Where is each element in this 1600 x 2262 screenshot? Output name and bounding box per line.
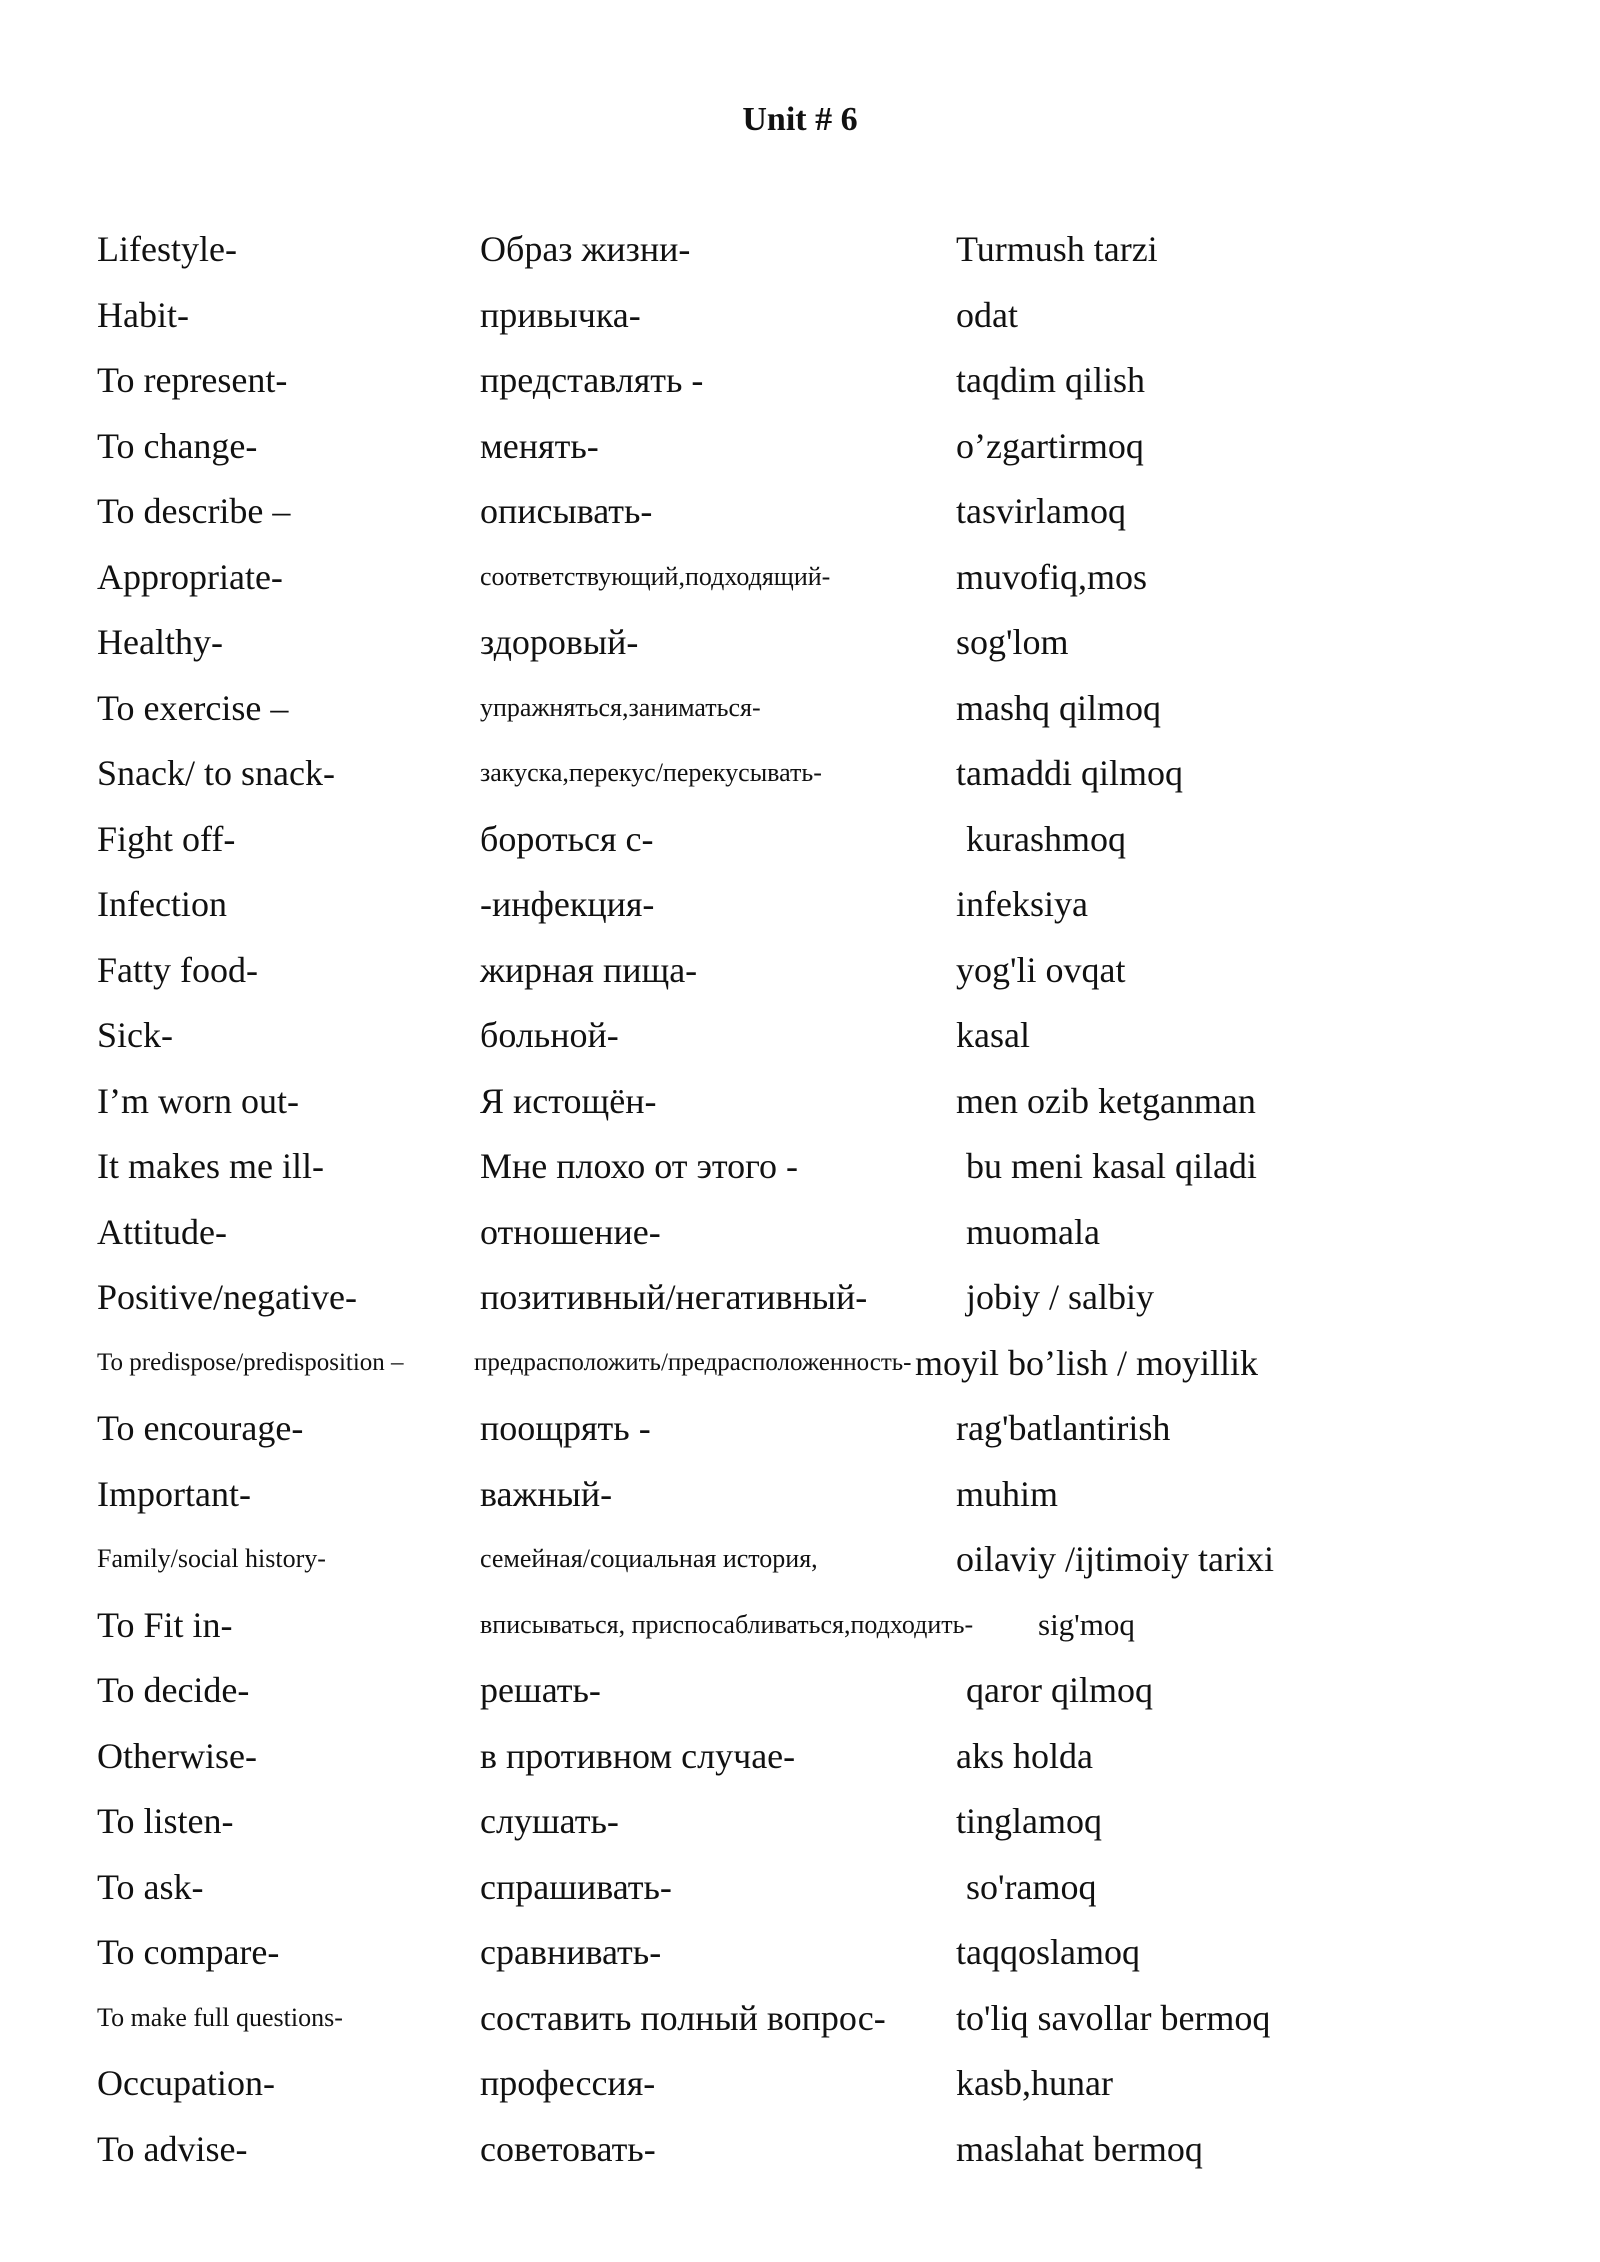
english-term: Otherwise-	[97, 1735, 257, 1776]
uzbek-term: kasal	[956, 1015, 1030, 1055]
russian-term: составить полный вопрос-	[480, 1997, 886, 2038]
uzbek-term: so'ramoq	[966, 1866, 1097, 1907]
uzbek-term: oilaviy /ijtimoiy tarixi	[956, 1539, 1274, 1579]
uzbek-term: maslahat bermoq	[956, 2128, 1203, 2169]
english-term: Healthy-	[97, 622, 223, 662]
vocab-row	[97, 224, 1557, 290]
english-term: Habit-	[97, 294, 189, 335]
vocab-row	[97, 1862, 1557, 1928]
vocab-row	[97, 355, 1557, 421]
uzbek-term: muomala	[966, 1211, 1100, 1252]
english-term: Attitude-	[97, 1211, 227, 1252]
vocab-row	[97, 1665, 1557, 1731]
vocab-row	[97, 748, 1557, 814]
vocabulary-list	[97, 224, 1557, 2189]
english-term: Occupation-	[97, 2063, 275, 2103]
english-term: To encourage-	[97, 1408, 304, 1448]
vocab-row	[97, 1076, 1557, 1142]
vocab-row	[97, 1272, 1557, 1338]
english-term: Fight off-	[97, 818, 236, 859]
russian-term: профессия-	[480, 2063, 656, 2103]
russian-term: предрасположить/предрасположенность-	[474, 1348, 912, 1376]
english-term: To represent-	[97, 360, 288, 400]
vocab-row	[97, 486, 1557, 552]
uzbek-term: o’zgartirmoq	[956, 425, 1144, 466]
english-term: I’m worn out-	[97, 1080, 299, 1121]
uzbek-term: odat	[956, 294, 1018, 335]
russian-term: бороться с-	[480, 818, 654, 859]
vocab-row	[97, 1927, 1557, 1993]
vocab-row	[97, 1731, 1557, 1797]
uzbek-term: rag'batlantirish	[956, 1408, 1171, 1448]
english-term: Sick-	[97, 1015, 173, 1055]
english-term: Important-	[97, 1473, 251, 1514]
russian-term: решать-	[480, 1670, 601, 1710]
english-term: Lifestyle-	[97, 229, 237, 269]
russian-term: слушать-	[480, 1801, 619, 1841]
russian-term: здоровый-	[480, 622, 639, 662]
uzbek-term: qaror qilmoq	[966, 1670, 1153, 1710]
english-term: To listen-	[97, 1801, 234, 1841]
russian-term: советовать-	[480, 2128, 656, 2169]
uzbek-term: to'liq savollar bermoq	[956, 1997, 1271, 2038]
vocab-row	[97, 1207, 1557, 1273]
vocab-row	[97, 2058, 1557, 2124]
english-term: To decide-	[97, 1670, 250, 1710]
uzbek-term: taqqoslamoq	[956, 1932, 1140, 1972]
english-term: Fatty food-	[97, 949, 258, 990]
russian-term: вписываться, приспосабливаться,подходить-	[480, 1609, 974, 1639]
russian-term: упражняться,заниматься-	[480, 692, 761, 722]
vocab-row	[97, 1600, 1557, 1666]
uzbek-term: yog'li ovqat	[956, 949, 1126, 990]
uzbek-term: aks holda	[956, 1735, 1093, 1776]
uzbek-term: muvofiq,mos	[956, 556, 1148, 597]
english-term: To compare-	[97, 1932, 280, 1972]
vocab-row	[97, 1403, 1557, 1469]
uzbek-term: bu meni kasal qiladi	[966, 1146, 1257, 1186]
russian-term: привычка-	[480, 294, 641, 335]
russian-term: позитивный/негативный-	[480, 1277, 868, 1317]
uzbek-term: tinglamoq	[956, 1801, 1102, 1841]
russian-term: закуска,перекус/перекусывать-	[480, 758, 822, 787]
uzbek-term: kurashmoq	[966, 818, 1126, 859]
russian-term: Мне плохо от этого -	[480, 1146, 799, 1186]
vocab-row	[97, 1010, 1557, 1076]
russian-term: Образ жизни-	[480, 229, 691, 269]
russian-term: представлять -	[480, 360, 704, 400]
vocab-row	[97, 617, 1557, 683]
english-term: To make full questions-	[97, 2002, 343, 2032]
russian-term: отношение-	[480, 1211, 661, 1252]
english-term: Snack/ to snack-	[97, 753, 335, 793]
vocab-row	[97, 2124, 1557, 2190]
vocab-row	[97, 814, 1557, 880]
vocab-row	[97, 683, 1557, 749]
uzbek-term: infeksiya	[956, 884, 1088, 924]
vocab-row	[97, 1338, 1557, 1404]
english-term: It makes me ill-	[97, 1146, 324, 1186]
russian-term: жирная пища-	[480, 949, 698, 990]
vocab-row	[97, 879, 1557, 945]
page-title: Unit # 6	[742, 101, 858, 138]
uzbek-term: muhim	[956, 1473, 1059, 1514]
vocab-row	[97, 1534, 1557, 1600]
russian-term: семейная/социальная история,	[480, 1544, 818, 1573]
english-term: Infection	[97, 884, 227, 924]
english-term: To predispose/predisposition –	[97, 1348, 404, 1376]
vocab-row	[97, 421, 1557, 487]
russian-term: менять-	[480, 425, 599, 466]
russian-term: важный-	[480, 1473, 613, 1514]
english-term: To describe –	[97, 491, 291, 531]
english-term: To ask-	[97, 1866, 204, 1907]
english-term: To change-	[97, 425, 258, 466]
uzbek-term: tamaddi qilmoq	[956, 753, 1183, 793]
uzbek-term: sig'moq	[1038, 1606, 1135, 1642]
uzbek-term: moyil bo’lish / moyillik	[915, 1342, 1259, 1383]
russian-term: описывать-	[480, 491, 653, 531]
vocab-row	[97, 290, 1557, 356]
russian-term: Я истощён-	[480, 1080, 657, 1121]
uzbek-term: sog'lom	[956, 622, 1069, 662]
uzbek-term: Turmush tarzi	[956, 229, 1158, 269]
russian-term: соответствующий,подходящий-	[480, 561, 831, 591]
russian-term: больной-	[480, 1015, 619, 1055]
uzbek-term: men ozib ketganman	[956, 1080, 1256, 1121]
uzbek-term: jobiy / salbiy	[966, 1277, 1154, 1317]
russian-term: в противном случае-	[480, 1735, 796, 1776]
english-term: To exercise –	[97, 687, 289, 728]
vocab-row	[97, 945, 1557, 1011]
uzbek-term: mashq qilmoq	[956, 687, 1161, 728]
vocab-row	[97, 1993, 1557, 2059]
russian-term: сравнивать-	[480, 1932, 662, 1972]
uzbek-term: kasb,hunar	[956, 2063, 1113, 2103]
vocab-row	[97, 1796, 1557, 1862]
uzbek-term: tasvirlamoq	[956, 491, 1126, 531]
russian-term: спрашивать-	[480, 1866, 672, 1907]
russian-term: поощрять -	[480, 1408, 651, 1448]
vocab-row	[97, 1469, 1557, 1535]
vocab-row	[97, 552, 1557, 618]
russian-term: -инфекция-	[480, 884, 655, 924]
vocab-row	[97, 1141, 1557, 1207]
english-term: To advise-	[97, 2128, 248, 2169]
english-term: Appropriate-	[97, 556, 283, 597]
english-term: Positive/negative-	[97, 1277, 357, 1317]
english-term: Family/social history-	[97, 1544, 326, 1573]
english-term: To Fit in-	[97, 1604, 233, 1645]
uzbek-term: taqdim qilish	[956, 360, 1145, 400]
